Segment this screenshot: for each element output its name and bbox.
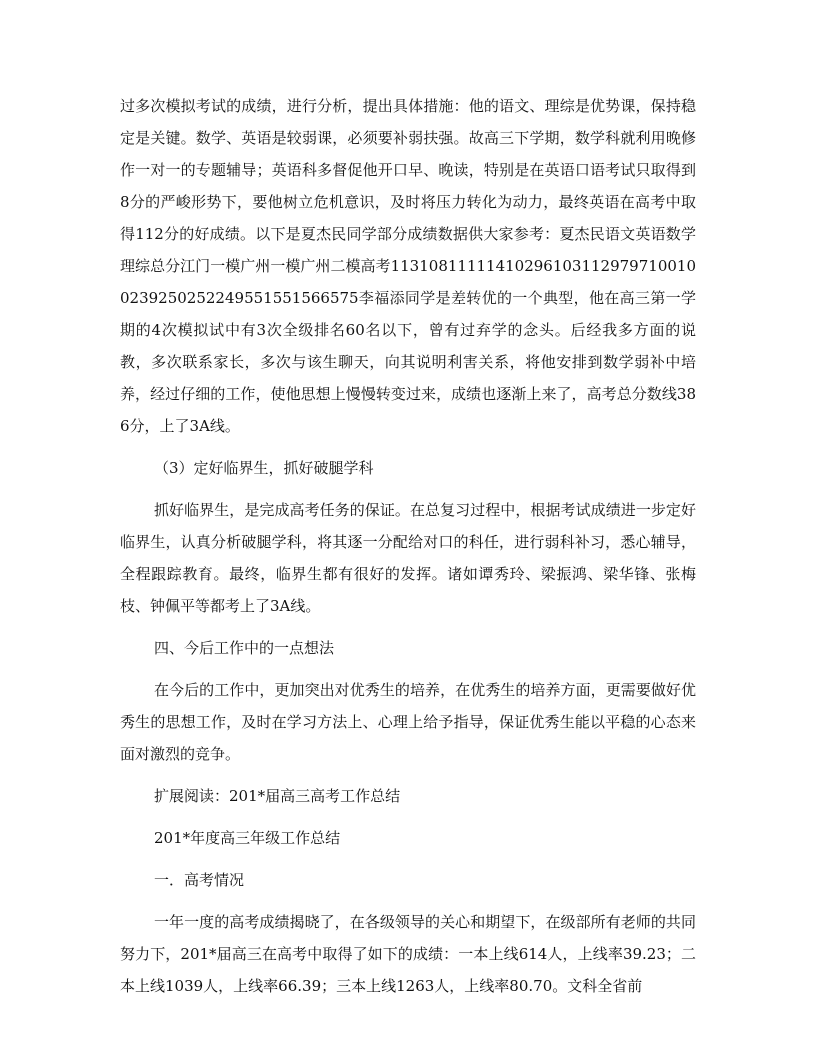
extended-reading-title: 扩展阅读：201*届高三高考工作总结: [154, 787, 401, 805]
paragraph-future-thoughts: 在今后的工作中，更加突出对优秀生的培养，在优秀生的培养方面，更需要做好优秀生的思想工作，及时在学习方法上、心理上给予指导，保证优秀生能以平稳的心态来面对激烈的竞争。: [120, 681, 696, 763]
section-heading-borderline-students: （3）定好临界生，抓好破腿学科: [154, 459, 374, 477]
paragraph-exam-results: 一年一度的高考成绩揭晓了，在各级领导的关心和期望下，在级部所有老师的共同努力下，201*届高三在高考中取得了如下的成绩：一本上线614人，上线率39.23；二本上线1039人，上线率66.39；三本上线1263人，上线率80.70。文科全省前: [120, 913, 696, 995]
paragraph-xia-jiemin-analysis: 过多次模拟考试的成绩，进行分析，提出具体措施：他的语文、理综是优势课，保持稳定是关键。数学、英语是较弱课，必须要补弱扶强。故高三下学期，数学科就利用晚修作一对一的专题辅导；英语科多督促他开口早、晚读，特别是在英语口语考试只取得到8分的严峻形势下，要他树立危机意识，及时将压力转化为动力，最终英语在高考中取得112分的好成绩。以下是夏杰民同学部分成绩数据供大家参考：夏杰民语文英语数学理综总分江门一模广州一模广州二模高考1131081111141029610311297971001002392502522495515515665​75李福添同学是差转优的一个典型，他在高三第一学期的4次模拟试中有3次全级排名60名以下，曾有过弃学的念头。后经我多方面的说教，多次联系家长，多次与该生聊天，向其说明利害关系，将他安排到数学弱补中培养，经过仔细的工作，使他思想上慢慢转变过来，成绩也逐渐上来了，高考总分数线386分，上了3A线。: [120, 97, 696, 435]
paragraph-borderline-students: 抓好临界生，是完成高考任务的保证。在总复习过程中，根据考试成绩进一步定好临界生，认真分析破腿学科，将其逐一分配给对口的科任，进行弱科补习，悉心辅导，全程跟踪教育。最终，临界生都有很好的发挥。诸如谭秀玲、梁振鸿、梁华锋、张梅枝、钟佩平等都考上了3A线。: [120, 501, 696, 615]
section-heading-future-thoughts: 四、今后工作中的一点想法: [154, 639, 335, 657]
summary-title: 201*年度高三年级工作总结: [154, 829, 341, 847]
section-heading-exam-results: 一．高考情况: [154, 871, 245, 889]
document-body: [120, 90, 696, 1002]
